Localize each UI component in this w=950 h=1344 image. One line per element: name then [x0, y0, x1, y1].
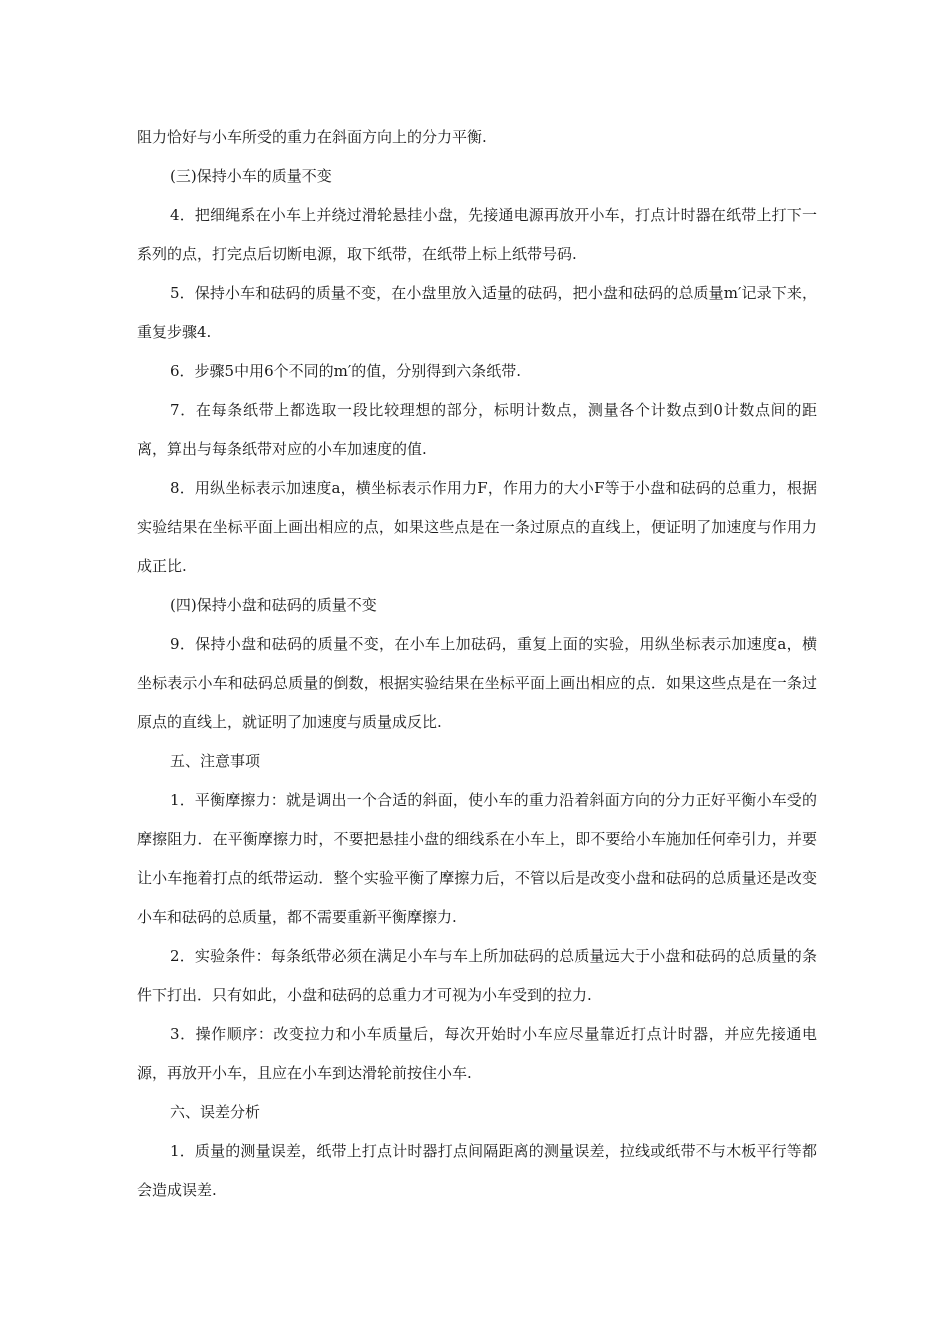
step-6: 6．步骤5中用6个不同的m′的值，分别得到六条纸带.	[170, 362, 522, 380]
section-heading-notes: 五、注意事项	[170, 752, 261, 770]
step-7: 7．在每条纸带上都选取一段比较理想的部分，标明计数点，测量各个计数点到0计数点间的距离，算出与每条纸带对应的小车加速度的值.	[137, 401, 817, 458]
paragraph-continuation: 阻力恰好与小车所受的重力在斜面方向上的分力平衡.	[137, 128, 487, 146]
step-5: 5．保持小车和砝码的质量不变，在小盘里放入适量的砝码，把小盘和砝码的总质量m′记录下来，重复步骤4.	[137, 284, 817, 341]
note-3: 3．操作顺序：改变拉力和小车质量后，每次开始时小车应尽量靠近打点计时器，并应先接通电源，再放开小车，且应在小车到达滑轮前按住小车.	[137, 1025, 817, 1082]
note-2: 2．实验条件：每条纸带必须在满足小车与车上所加砝码的总质量远大于小盘和砝码的总质量的条件下打出．只有如此，小盘和砝码的总重力才可视为小车受到的拉力.	[137, 947, 817, 1004]
section-heading-4: (四)保持小盘和砝码的质量不变	[170, 596, 377, 614]
note-1: 1．平衡摩擦力：就是调出一个合适的斜面，使小车的重力沿着斜面方向的分力正好平衡小车受的摩擦阻力．在平衡摩擦力时，不要把悬挂小盘的细线系在小车上，即不要给小车施加任何牵引力，并要让小车拖着打点的纸带运动．整个实验平衡了摩擦力后，不管以后是改变小盘和砝码的总质量还是改变小车和砝码的总质量，都不需要重新平衡摩擦力.	[137, 791, 817, 926]
section-heading-3: (三)保持小车的质量不变	[170, 167, 332, 185]
section-heading-error-analysis: 六、误差分析	[170, 1103, 261, 1121]
error-1: 1．质量的测量误差，纸带上打点计时器打点间隔距离的测量误差，拉线或纸带不与木板平行等都会造成误差.	[137, 1142, 817, 1199]
step-8: 8．用纵坐标表示加速度a，横坐标表示作用力F，作用力的大小F等于小盘和砝码的总重力，根据实验结果在坐标平面上画出相应的点，如果这些点是在一条过原点的直线上，便证明了加速度与作用力成正比.	[137, 479, 817, 575]
step-4: 4．把细绳系在小车上并绕过滑轮悬挂小盘，先接通电源再放开小车，打点计时器在纸带上打下一系列的点，打完点后切断电源，取下纸带，在纸带上标上纸带号码.	[137, 206, 817, 263]
step-9: 9．保持小盘和砝码的质量不变，在小车上加砝码，重复上面的实验，用纵坐标表示加速度a，横坐标表示小车和砝码总质量的倒数，根据实验结果在坐标平面上画出相应的点．如果这些点是在一条过原点的直线上，就证明了加速度与质量成反比.	[137, 635, 817, 731]
